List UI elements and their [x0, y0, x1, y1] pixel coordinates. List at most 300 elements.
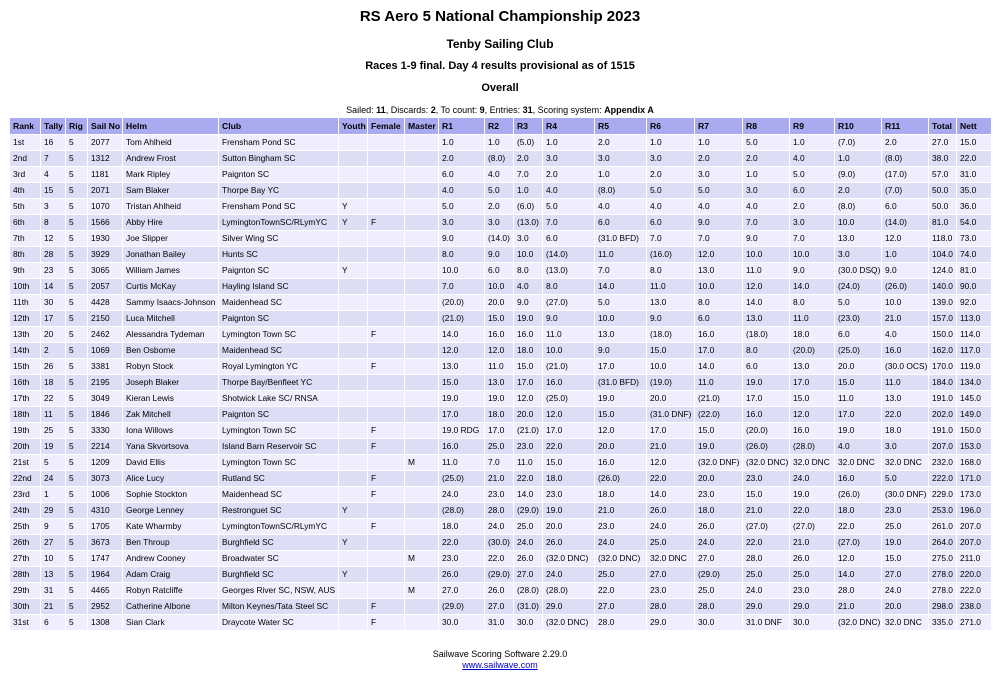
cell-rig: 5 — [66, 391, 88, 407]
cell-helm: Tom Ahlheid — [123, 135, 219, 151]
table-row — [10, 455, 992, 471]
results-table-container — [9, 117, 991, 631]
table-row — [10, 359, 992, 375]
cell-master — [405, 199, 439, 215]
cell-r7: (32.0 DNF) — [695, 455, 743, 471]
cell-r11: 10.0 — [882, 295, 929, 311]
cell-r3: 14.0 — [514, 487, 543, 503]
cell-helm: George Lenney — [123, 503, 219, 519]
cell-r5: 1.0 — [595, 167, 647, 183]
cell-nett: 168.0 — [957, 455, 992, 471]
cell-r2: 16.0 — [485, 327, 514, 343]
cell-r6: 14.0 — [647, 487, 695, 503]
cell-r9: 32.0 DNC — [790, 455, 835, 471]
cell-r5: 4.0 — [595, 199, 647, 215]
table-row — [10, 535, 992, 551]
cell-r8: 10.0 — [743, 247, 790, 263]
discards-label: , Discards: — [385, 105, 431, 115]
cell-rank: 20th — [10, 439, 41, 455]
cell-r5: (8.0) — [595, 183, 647, 199]
cell-rig: 5 — [66, 311, 88, 327]
cell-tally: 6 — [41, 615, 66, 631]
cell-r1: 19.0 — [439, 391, 485, 407]
cell-r5: 10.0 — [595, 311, 647, 327]
page-title: RS Aero 5 National Championship 2023 — [359, 8, 641, 25]
table-row — [10, 343, 992, 359]
cell-total: 298.0 — [929, 599, 957, 615]
cell-r10: 11.0 — [835, 391, 882, 407]
cell-rig: 5 — [66, 183, 88, 199]
cell-r6: 26.0 — [647, 503, 695, 519]
table-row — [10, 583, 992, 599]
column-header-r3: R3 — [514, 118, 543, 135]
cell-r5: 24.0 — [595, 535, 647, 551]
cell-r1: 2.0 — [439, 151, 485, 167]
table-row — [10, 615, 992, 631]
cell-sail-no: 4428 — [88, 295, 123, 311]
cell-rank: 7th — [10, 231, 41, 247]
cell-helm: David Ellis — [123, 455, 219, 471]
cell-r3: 7.0 — [514, 167, 543, 183]
cell-sail-no: 1747 — [88, 551, 123, 567]
cell-r4: 11.0 — [543, 327, 595, 343]
cell-club: Burghfield SC — [219, 535, 339, 551]
cell-female: F — [368, 327, 405, 343]
cell-rig: 5 — [66, 295, 88, 311]
cell-r3: (28.0) — [514, 583, 543, 599]
cell-r3: (6.0) — [514, 199, 543, 215]
cell-r1: 24.0 — [439, 487, 485, 503]
cell-r11: 13.0 — [882, 391, 929, 407]
cell-r10: 16.0 — [835, 471, 882, 487]
cell-club: Lymington Town SC — [219, 423, 339, 439]
cell-master — [405, 471, 439, 487]
cell-r10: (32.0 DNC) — [835, 615, 882, 631]
cell-club: Shotwick Lake SC/ RNSA — [219, 391, 339, 407]
cell-nett: 238.0 — [957, 599, 992, 615]
sailwave-link[interactable]: www.sailwave.com — [462, 660, 538, 670]
cell-r2: 28.0 — [485, 503, 514, 519]
cell-rank: 8th — [10, 247, 41, 263]
cell-rig: 5 — [66, 583, 88, 599]
cell-female — [368, 407, 405, 423]
cell-rank: 26th — [10, 535, 41, 551]
cell-tally: 23 — [41, 263, 66, 279]
cell-r7: 24.0 — [695, 535, 743, 551]
cell-r10: 6.0 — [835, 327, 882, 343]
cell-sail-no: 1070 — [88, 199, 123, 215]
cell-r9: 1.0 — [790, 135, 835, 151]
cell-r6: 2.0 — [647, 167, 695, 183]
cell-r8: 28.0 — [743, 551, 790, 567]
cell-r2: (29.0) — [485, 567, 514, 583]
table-row — [10, 151, 992, 167]
club-name: Tenby Sailing Club — [446, 37, 554, 51]
cell-master — [405, 295, 439, 311]
cell-r6: 10.0 — [647, 359, 695, 375]
cell-nett: 222.0 — [957, 583, 992, 599]
cell-r8: 12.0 — [743, 279, 790, 295]
cell-total: 162.0 — [929, 343, 957, 359]
cell-sail-no: 3049 — [88, 391, 123, 407]
cell-r5: 3.0 — [595, 151, 647, 167]
cell-female — [368, 295, 405, 311]
cell-helm: Kieran Lewis — [123, 391, 219, 407]
cell-club: Rutland SC — [219, 471, 339, 487]
cell-total: 264.0 — [929, 535, 957, 551]
cell-r2: (8.0) — [485, 151, 514, 167]
cell-nett: 114.0 — [957, 327, 992, 343]
table-row — [10, 487, 992, 503]
cell-r3: 11.0 — [514, 455, 543, 471]
cell-r2: 7.0 — [485, 455, 514, 471]
cell-nett: 113.0 — [957, 311, 992, 327]
cell-r11: (14.0) — [882, 215, 929, 231]
cell-r7: 15.0 — [695, 423, 743, 439]
cell-total: 191.0 — [929, 391, 957, 407]
cell-rank: 29th — [10, 583, 41, 599]
cell-r10: 21.0 — [835, 599, 882, 615]
cell-r4: 3.0 — [543, 151, 595, 167]
cell-tally: 13 — [41, 567, 66, 583]
cell-rig: 5 — [66, 247, 88, 263]
table-row — [10, 247, 992, 263]
cell-youth — [339, 183, 368, 199]
cell-r3: (13.0) — [514, 215, 543, 231]
cell-r6: 28.0 — [647, 599, 695, 615]
cell-rig: 5 — [66, 439, 88, 455]
cell-r10: 10.0 — [835, 215, 882, 231]
cell-r7: 30.0 — [695, 615, 743, 631]
cell-helm: Ben Throup — [123, 535, 219, 551]
cell-r2: 1.0 — [485, 135, 514, 151]
cell-nett: 173.0 — [957, 487, 992, 503]
cell-r1: 26.0 — [439, 567, 485, 583]
cell-r9: 7.0 — [790, 231, 835, 247]
column-header-r7: R7 — [695, 118, 743, 135]
cell-club: LymingtonTownSC/RLymYC — [219, 215, 339, 231]
cell-r9: 12.0 — [790, 407, 835, 423]
column-header-helm: Helm — [123, 118, 219, 135]
cell-r2: 25.0 — [485, 439, 514, 455]
cell-r10: (24.0) — [835, 279, 882, 295]
cell-sail-no: 1964 — [88, 567, 123, 583]
cell-rank: 25th — [10, 519, 41, 535]
cell-r1: 13.0 — [439, 359, 485, 375]
cell-rank: 22nd — [10, 471, 41, 487]
cell-helm: Robyn Stock — [123, 359, 219, 375]
cell-female — [368, 375, 405, 391]
column-header-tally: Tally — [41, 118, 66, 135]
cell-r11: 25.0 — [882, 519, 929, 535]
cell-r4: (13.0) — [543, 263, 595, 279]
cell-nett: 35.0 — [957, 183, 992, 199]
cell-helm: Abby Hire — [123, 215, 219, 231]
cell-total: 275.0 — [929, 551, 957, 567]
cell-r1: 17.0 — [439, 407, 485, 423]
cell-r4: 18.0 — [543, 471, 595, 487]
cell-tally: 31 — [41, 583, 66, 599]
cell-r4: 2.0 — [543, 167, 595, 183]
cell-female — [368, 279, 405, 295]
cell-r10: (8.0) — [835, 199, 882, 215]
cell-r1: 1.0 — [439, 135, 485, 151]
cell-rank: 13th — [10, 327, 41, 343]
cell-club: Island Barn Reservoir SC — [219, 439, 339, 455]
cell-female — [368, 199, 405, 215]
cell-helm: Tristan Ahlheid — [123, 199, 219, 215]
cell-r1: 9.0 — [439, 231, 485, 247]
cell-r1: (25.0) — [439, 471, 485, 487]
cell-club: Maidenhead SC — [219, 295, 339, 311]
cell-sail-no: 1006 — [88, 487, 123, 503]
cell-r11: 9.0 — [882, 263, 929, 279]
cell-r7: (21.0) — [695, 391, 743, 407]
cell-r3: 25.0 — [514, 519, 543, 535]
table-row — [10, 423, 992, 439]
cell-sail-no: 1308 — [88, 615, 123, 631]
series-heading: Overall — [481, 82, 519, 94]
cell-female — [368, 135, 405, 151]
cell-youth — [339, 343, 368, 359]
cell-youth — [339, 583, 368, 599]
cell-rank: 2nd — [10, 151, 41, 167]
cell-helm: Luca Mitchell — [123, 311, 219, 327]
cell-tally: 18 — [41, 375, 66, 391]
column-header-club: Club — [219, 118, 339, 135]
cell-nett: 207.0 — [957, 519, 992, 535]
cell-r3: (5.0) — [514, 135, 543, 151]
cell-sail-no: 3673 — [88, 535, 123, 551]
cell-youth — [339, 151, 368, 167]
cell-r11: 1.0 — [882, 247, 929, 263]
cell-master — [405, 247, 439, 263]
cell-r10: 19.0 — [835, 423, 882, 439]
cell-master — [405, 519, 439, 535]
cell-r5: 5.0 — [595, 295, 647, 311]
cell-tally: 9 — [41, 519, 66, 535]
cell-r4: 7.0 — [543, 215, 595, 231]
cell-tally: 20 — [41, 327, 66, 343]
cell-r8: 1.0 — [743, 167, 790, 183]
results-header — [0, 0, 1000, 116]
cell-rig: 5 — [66, 343, 88, 359]
cell-r7: 18.0 — [695, 503, 743, 519]
cell-club: Maidenhead SC — [219, 487, 339, 503]
column-header-r5: R5 — [595, 118, 647, 135]
cell-master — [405, 439, 439, 455]
cell-rig: 5 — [66, 199, 88, 215]
cell-master — [405, 615, 439, 631]
cell-r1: 16.0 — [439, 439, 485, 455]
cell-nett: 134.0 — [957, 375, 992, 391]
cell-r5: 2.0 — [595, 135, 647, 151]
cell-rank: 15th — [10, 359, 41, 375]
column-header-rig: Rig — [66, 118, 88, 135]
cell-club: Broadwater SC — [219, 551, 339, 567]
cell-club: Restronguet SC — [219, 503, 339, 519]
cell-r7: 3.0 — [695, 167, 743, 183]
cell-r1: 12.0 — [439, 343, 485, 359]
cell-tally: 5 — [41, 455, 66, 471]
cell-r6: 24.0 — [647, 519, 695, 535]
cell-r5: 25.0 — [595, 567, 647, 583]
cell-total: 191.0 — [929, 423, 957, 439]
cell-r7: 6.0 — [695, 311, 743, 327]
cell-r5: 7.0 — [595, 263, 647, 279]
cell-r9: 6.0 — [790, 183, 835, 199]
cell-female: F — [368, 487, 405, 503]
cell-r4: 12.0 — [543, 407, 595, 423]
table-row — [10, 391, 992, 407]
cell-r3: 16.0 — [514, 327, 543, 343]
cell-sail-no: 1209 — [88, 455, 123, 471]
cell-club: Royal Lymington YC — [219, 359, 339, 375]
cell-rig: 5 — [66, 279, 88, 295]
table-header-row — [10, 118, 992, 135]
cell-female — [368, 535, 405, 551]
cell-r4: (28.0) — [543, 583, 595, 599]
cell-r3: 9.0 — [514, 295, 543, 311]
cell-tally: 17 — [41, 311, 66, 327]
cell-r3: 10.0 — [514, 247, 543, 263]
cell-r7: 7.0 — [695, 231, 743, 247]
cell-rank: 21st — [10, 455, 41, 471]
cell-r5: 23.0 — [595, 519, 647, 535]
cell-helm: Alessandra Tydeman — [123, 327, 219, 343]
cell-sail-no: 1181 — [88, 167, 123, 183]
cell-r7: 26.0 — [695, 519, 743, 535]
cell-club: Paignton SC — [219, 407, 339, 423]
cell-tally: 2 — [41, 343, 66, 359]
cell-tally: 7 — [41, 151, 66, 167]
cell-r4: 6.0 — [543, 231, 595, 247]
cell-rank: 18th — [10, 407, 41, 423]
cell-helm: Robyn Ratcliffe — [123, 583, 219, 599]
cell-r7: 17.0 — [695, 343, 743, 359]
cell-r6: (31.0 DNF) — [647, 407, 695, 423]
cell-total: 150.0 — [929, 327, 957, 343]
cell-r11: 5.0 — [882, 471, 929, 487]
cell-rig: 5 — [66, 471, 88, 487]
cell-female: F — [368, 599, 405, 615]
cell-tally: 22 — [41, 391, 66, 407]
cell-total: 27.0 — [929, 135, 957, 151]
cell-r10: 3.0 — [835, 247, 882, 263]
cell-r4: 5.0 — [543, 199, 595, 215]
cell-youth: Y — [339, 503, 368, 519]
cell-rig: 5 — [66, 407, 88, 423]
cell-r1: 14.0 — [439, 327, 485, 343]
cell-club: Georges River SC, NSW, AUS — [219, 583, 339, 599]
cell-r7: 13.0 — [695, 263, 743, 279]
cell-youth — [339, 439, 368, 455]
cell-club: Draycote Water SC — [219, 615, 339, 631]
cell-club: Maidenhead SC — [219, 343, 339, 359]
cell-nett: 207.0 — [957, 535, 992, 551]
cell-sail-no: 2195 — [88, 375, 123, 391]
cell-sail-no: 1312 — [88, 151, 123, 167]
cell-r6: 22.0 — [647, 471, 695, 487]
cell-sail-no: 2071 — [88, 183, 123, 199]
cell-r3: 3.0 — [514, 231, 543, 247]
cell-tally: 24 — [41, 471, 66, 487]
cell-total: 57.0 — [929, 167, 957, 183]
entries-value: 31 — [522, 105, 533, 115]
cell-r1: 4.0 — [439, 183, 485, 199]
cell-sail-no: 2214 — [88, 439, 123, 455]
cell-r6: 29.0 — [647, 615, 695, 631]
cell-r6: 8.0 — [647, 263, 695, 279]
cell-r4: (14.0) — [543, 247, 595, 263]
cell-r2: 22.0 — [485, 551, 514, 567]
cell-r8: 5.0 — [743, 135, 790, 151]
cell-club: Frensham Pond SC — [219, 135, 339, 151]
table-row — [10, 503, 992, 519]
cell-rig: 5 — [66, 167, 88, 183]
cell-sail-no: 3929 — [88, 247, 123, 263]
cell-rank: 10th — [10, 279, 41, 295]
cell-master — [405, 215, 439, 231]
cell-r5: 22.0 — [595, 583, 647, 599]
cell-r11: 23.0 — [882, 503, 929, 519]
cell-r2: 24.0 — [485, 519, 514, 535]
cell-helm: Sam Blaker — [123, 183, 219, 199]
cell-r10: (7.0) — [835, 135, 882, 151]
cell-rig: 5 — [66, 327, 88, 343]
cell-r7: 27.0 — [695, 551, 743, 567]
cell-master — [405, 135, 439, 151]
cell-female — [368, 391, 405, 407]
cell-nett: 153.0 — [957, 439, 992, 455]
cell-r7: 10.0 — [695, 279, 743, 295]
cell-r4: 22.0 — [543, 439, 595, 455]
cell-helm: Alice Lucy — [123, 471, 219, 487]
cell-r3: 12.0 — [514, 391, 543, 407]
cell-r3: 23.0 — [514, 439, 543, 455]
cell-helm: Iona Willows — [123, 423, 219, 439]
cell-rank: 31st — [10, 615, 41, 631]
column-header-r6: R6 — [647, 118, 695, 135]
cell-tally: 27 — [41, 535, 66, 551]
cell-sail-no: 2462 — [88, 327, 123, 343]
cell-r8: 16.0 — [743, 407, 790, 423]
cell-r5: (32.0 DNC) — [595, 551, 647, 567]
cell-r8: 15.0 — [743, 487, 790, 503]
cell-r10: 12.0 — [835, 551, 882, 567]
cell-total: 118.0 — [929, 231, 957, 247]
cell-tally: 10 — [41, 551, 66, 567]
cell-total: 104.0 — [929, 247, 957, 263]
cell-r8: 9.0 — [743, 231, 790, 247]
cell-r2: 19.0 — [485, 391, 514, 407]
cell-tally: 11 — [41, 407, 66, 423]
cell-sail-no: 1705 — [88, 519, 123, 535]
cell-r2: 27.0 — [485, 599, 514, 615]
cell-r8: 23.0 — [743, 471, 790, 487]
cell-r9: (27.0) — [790, 519, 835, 535]
cell-r7: 11.0 — [695, 375, 743, 391]
cell-rank: 27th — [10, 551, 41, 567]
cell-r1: 15.0 — [439, 375, 485, 391]
cell-r1: 10.0 — [439, 263, 485, 279]
cell-r4: 16.0 — [543, 375, 595, 391]
table-row — [10, 231, 992, 247]
cell-r4: (32.0 DNC) — [543, 551, 595, 567]
cell-r6: (19.0) — [647, 375, 695, 391]
cell-nett: 220.0 — [957, 567, 992, 583]
cell-tally: 28 — [41, 247, 66, 263]
